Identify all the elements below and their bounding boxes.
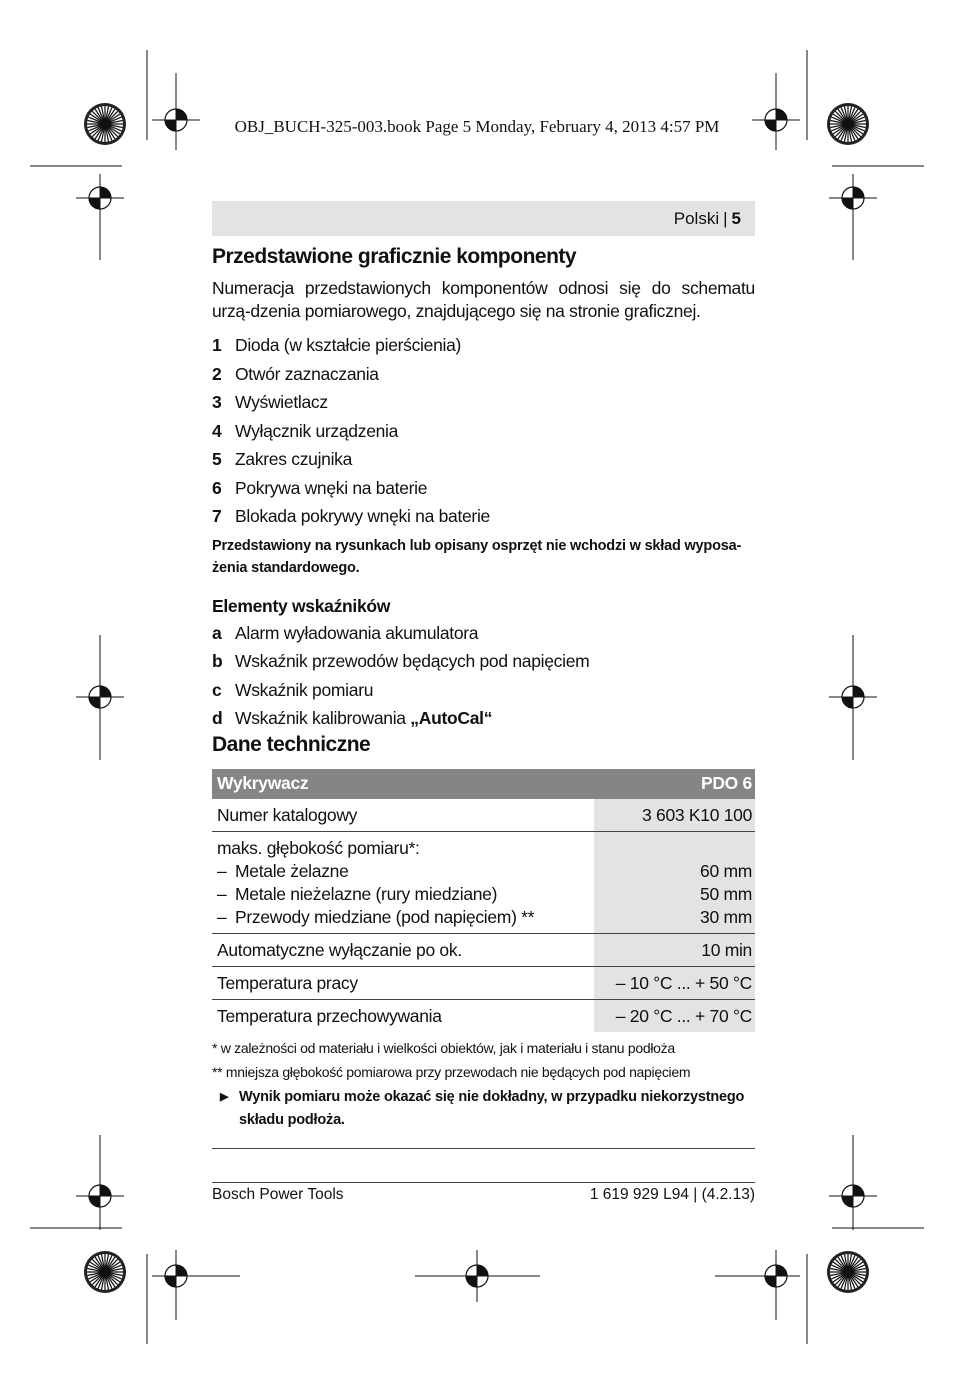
row-value: – 10 °C ... + 50 °C [594, 966, 755, 999]
item-text [235, 704, 492, 733]
table-row [212, 933, 755, 966]
depth-sub-label: Przewody miedziane (pod napięciem) ** [235, 906, 535, 927]
list-item [212, 388, 755, 417]
footer-doc-number: 1 619 929 L94 | (4.2.13) [589, 1186, 755, 1203]
dash-glyph: – [217, 906, 227, 927]
col-label: Wykrywacz [212, 769, 594, 799]
row-value: 3 603 K10 100 [594, 799, 755, 832]
row-label: Temperatura przechowywania [217, 1005, 442, 1026]
item-number: 7 [212, 506, 222, 526]
row-value [594, 831, 755, 933]
autocal-label: „AutoCal“ [410, 708, 493, 728]
item-letter: d [212, 708, 223, 728]
row-value: 10 min [594, 933, 755, 966]
row-label [212, 831, 594, 933]
depth-sub-label: Metale żelazne [235, 860, 349, 881]
warning-text: Wynik pomiaru może okazać się nie dokładny, w przypadku niekorzystnego składu podłoża. [239, 1088, 745, 1128]
item-text: Blokada pokrywy wnęki na baterie [235, 506, 490, 526]
item-text: Dioda (w kształcie pierścienia) [235, 335, 462, 355]
dash-glyph: – [217, 883, 227, 904]
table-row [212, 966, 755, 999]
item-text: Zakres czujnika [235, 449, 353, 469]
components-heading: Przedstawione graficznie komponenty [212, 245, 577, 268]
list-item [212, 704, 755, 733]
triangle-bullet-icon: ▶ [220, 1090, 229, 1103]
item-text: Pokrywa wnęki na baterie [235, 477, 428, 498]
depth-sub-label: Metale nieżelazne (rury miedziane) [235, 883, 498, 904]
item-number: 6 [212, 477, 222, 498]
row-label: Automatyczne wyłączanie po ok. [212, 933, 594, 966]
list-item [212, 474, 755, 503]
page-number: 5 [731, 208, 741, 228]
depth-sub-item [217, 883, 589, 906]
table-row [212, 799, 755, 832]
item-number: 3 [212, 392, 222, 412]
list-item [212, 360, 755, 389]
item-number: 2 [212, 363, 222, 384]
row-value: – 20 °C ... + 70 °C [594, 999, 755, 1032]
item-number: 5 [212, 449, 222, 469]
table-header-row [212, 769, 755, 799]
list-item [212, 647, 755, 676]
tech-heading: Dane techniczne [212, 732, 371, 756]
components-list [212, 331, 755, 531]
language-label: Polski [673, 208, 720, 228]
page-band [212, 201, 755, 236]
footer-rule [212, 1182, 755, 1183]
content-end-rule [212, 1148, 755, 1149]
item-text: Wskaźnik przewodów będących pod napięciem [235, 651, 590, 671]
footnote-1: * w zależności od materiału i wielkości obiektów, jak i materiału i stanu podłoża [212, 1039, 675, 1056]
item-text: Wyłącznik urządzenia [235, 420, 399, 441]
item-text: Wskaźnik pomiaru [235, 679, 374, 700]
accessory-note: Przedstawiony na rysunkach lub opisany osprzęt nie wchodzi w skład wyposa-żenia standardowego. [212, 537, 742, 576]
page-separator: | [723, 208, 728, 228]
item-text: Alarm wyładowania akumulatora [235, 622, 479, 643]
tech-table [212, 769, 755, 1032]
item-letter: c [212, 679, 222, 700]
item-number: 1 [212, 335, 222, 355]
row-label: Temperatura pracy [212, 966, 594, 999]
print-header: OBJ_BUCH-325-003.book Page 5 Monday, February 4, 2013 4:57 PM [234, 117, 720, 136]
item-text-plain: Wskaźnik kalibrowania [235, 708, 411, 728]
item-letter: b [212, 651, 223, 671]
item-number: 4 [212, 420, 222, 441]
list-item [212, 417, 755, 446]
page-footer [212, 1186, 755, 1204]
depth-value: 30 mm [700, 906, 752, 927]
list-item [212, 445, 755, 474]
components-intro: Numeracja przedstawionych komponentów odnosi się do schematu urzą-dzenia pomiarowego, znajdującego się na stronie graficznej. [212, 278, 755, 321]
table-row [212, 999, 755, 1032]
indicators-heading: Elementy wskaźników [212, 595, 391, 616]
indicators-list [212, 619, 755, 733]
page-content [212, 245, 755, 1132]
warning-note [212, 1086, 755, 1132]
table-row [212, 831, 755, 933]
col-model: PDO 6 [594, 769, 755, 799]
list-item [212, 676, 755, 705]
list-item [212, 331, 755, 360]
depth-value: 50 mm [700, 883, 752, 904]
row-label: Numer katalogowy [212, 799, 594, 832]
footnote-2: ** mniejsza głębokość pomiarowa przy przewodach nie będących pod napięciem [212, 1063, 691, 1080]
list-item [212, 619, 755, 648]
depth-value: 60 mm [700, 860, 752, 881]
depth-sub-item [217, 860, 589, 883]
item-letter: a [212, 622, 222, 643]
depth-label: maks. głębokość pomiaru*: [217, 837, 420, 858]
list-item [212, 502, 755, 531]
depth-sub-item [217, 906, 589, 929]
item-text: Otwór zaznaczania [235, 363, 379, 384]
item-text: Wyświetlacz [235, 392, 328, 412]
footer-brand: Bosch Power Tools [212, 1186, 344, 1203]
dash-glyph: – [217, 860, 227, 881]
